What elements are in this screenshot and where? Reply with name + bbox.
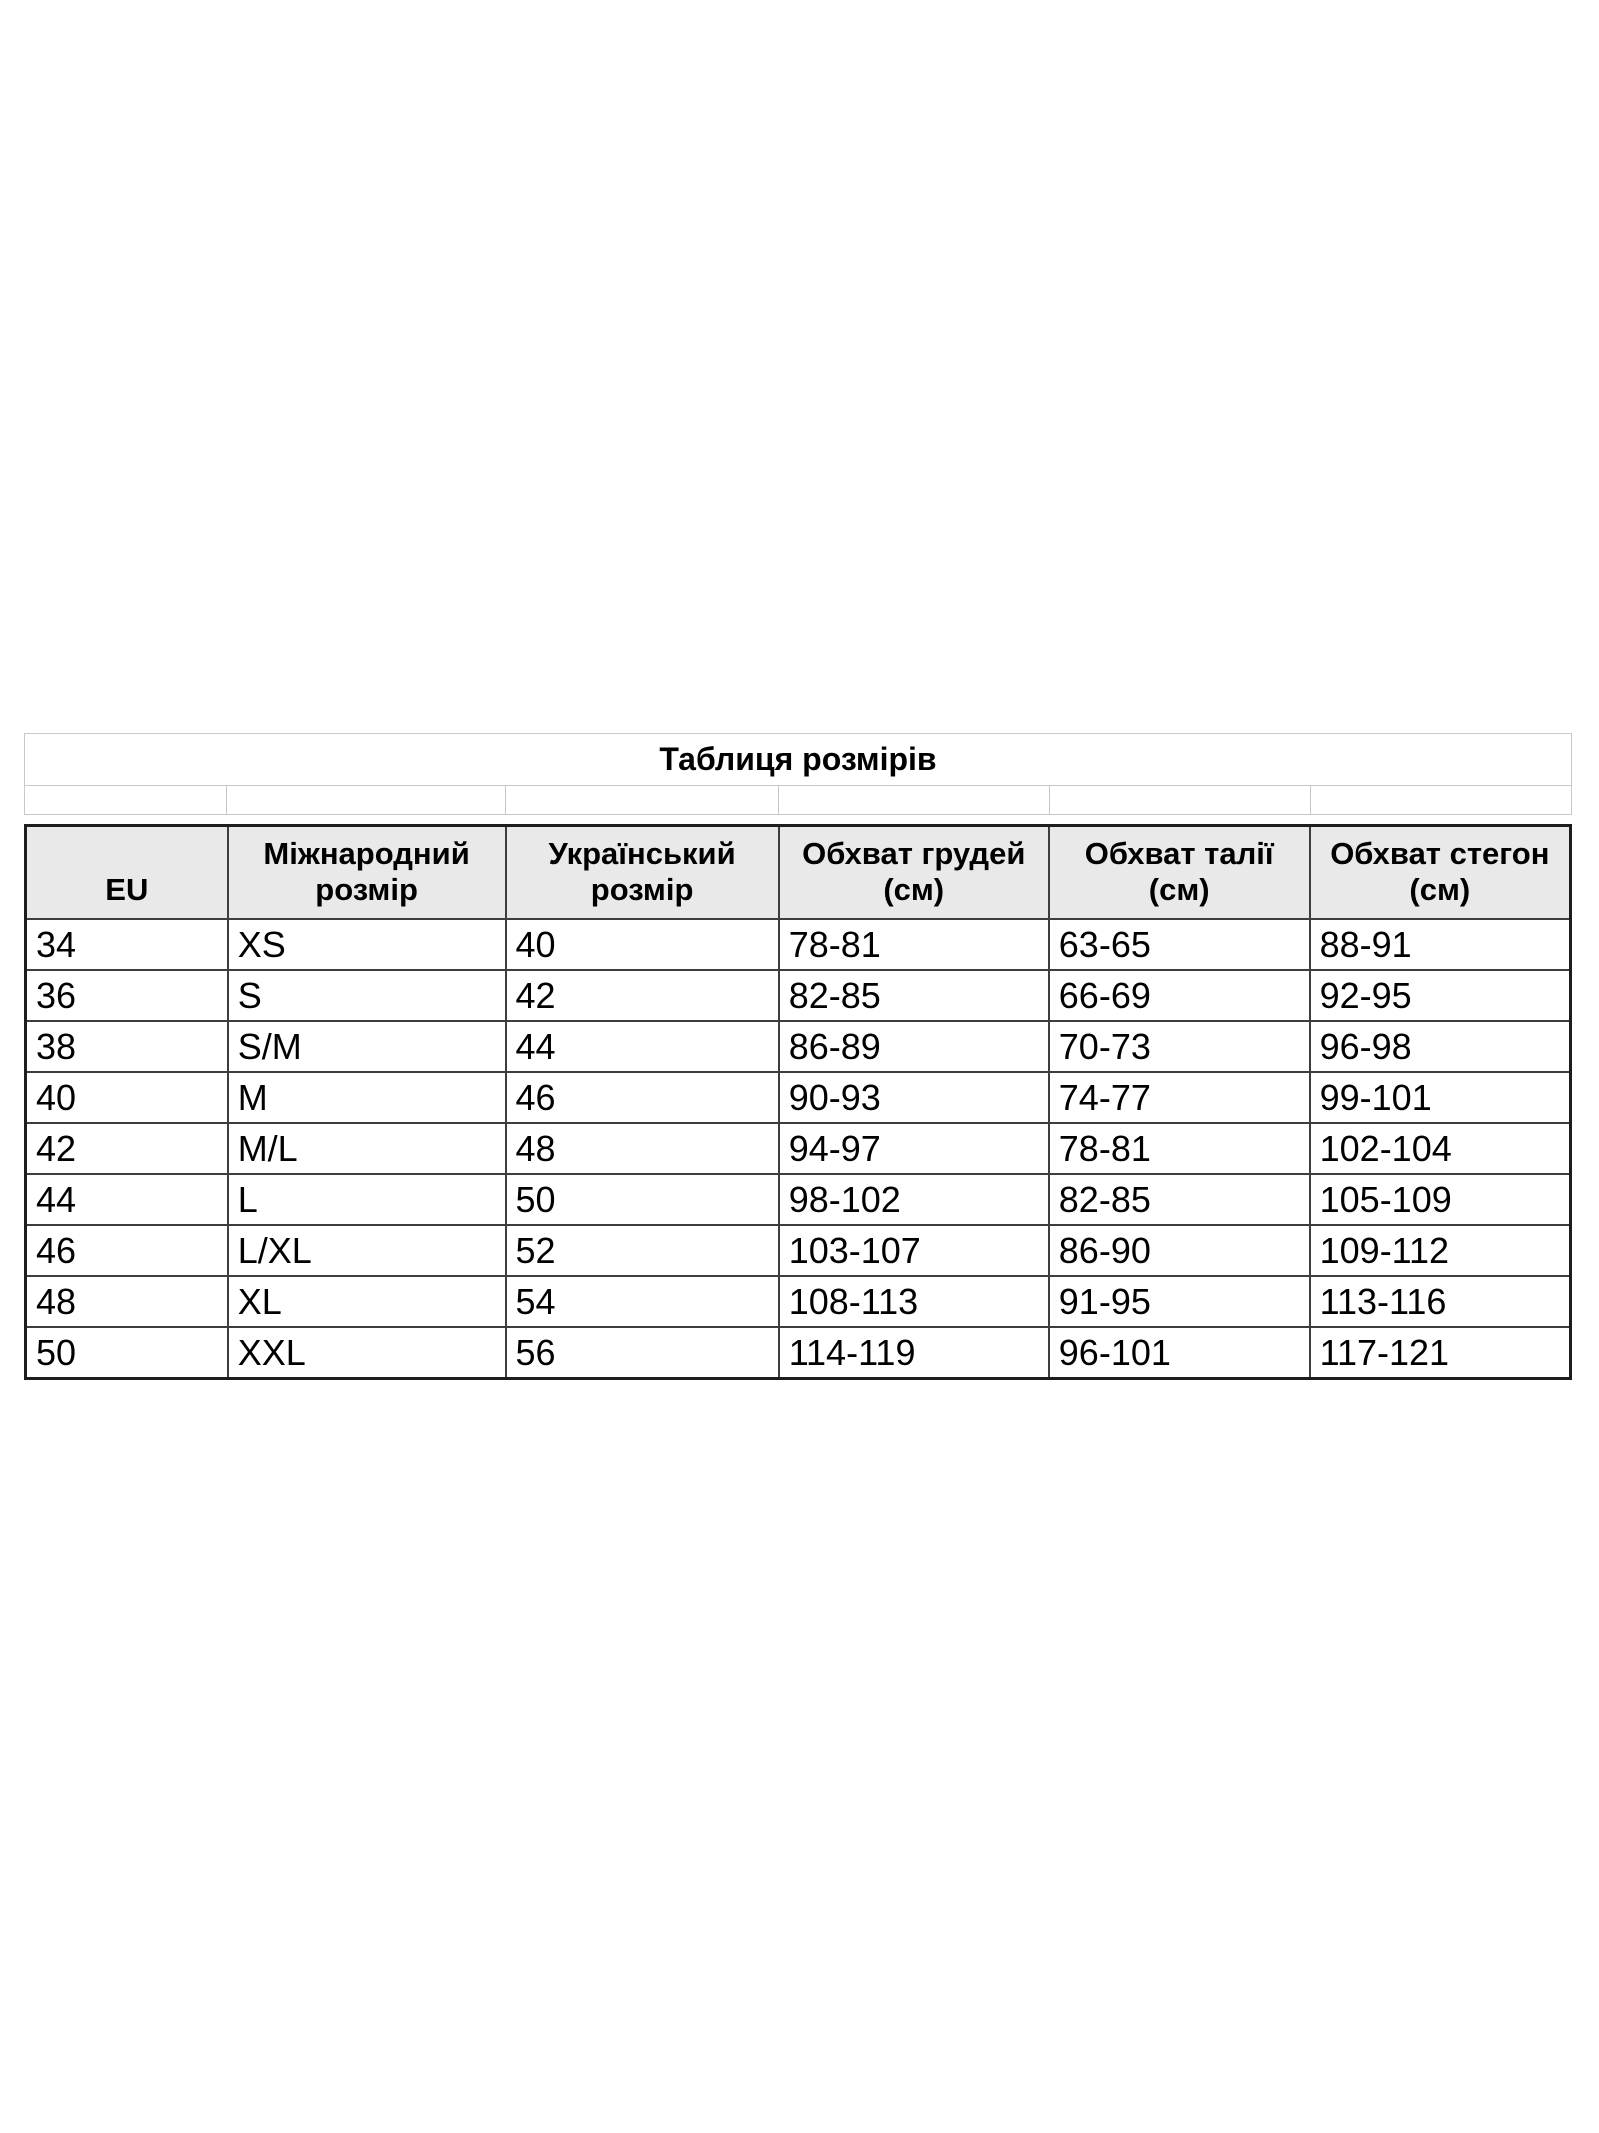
cell-international: XS (228, 919, 506, 970)
cell-chest: 94-97 (779, 1123, 1049, 1174)
cell-ukrainian: 48 (506, 1123, 779, 1174)
table-row (26, 970, 1571, 1021)
cell-international: S (228, 970, 506, 1021)
empty-cell (779, 786, 1049, 815)
table-row (26, 1123, 1571, 1174)
column-header-chest: Обхват грудей (см) (779, 826, 1049, 920)
cell-waist: 74-77 (1049, 1072, 1310, 1123)
cell-hips: 117-121 (1310, 1327, 1571, 1379)
cell-ukrainian: 40 (506, 919, 779, 970)
cell-international: L/XL (228, 1225, 506, 1276)
cell-hips: 102-104 (1310, 1123, 1571, 1174)
empty-cell (1310, 786, 1571, 815)
cell-ukrainian: 56 (506, 1327, 779, 1379)
size-chart (24, 733, 1572, 1380)
cell-chest: 114-119 (779, 1327, 1049, 1379)
cell-eu: 40 (26, 1072, 228, 1123)
cell-hips: 113-116 (1310, 1276, 1571, 1327)
cell-eu: 36 (26, 970, 228, 1021)
cell-waist: 86-90 (1049, 1225, 1310, 1276)
table-row (26, 1072, 1571, 1123)
cell-chest: 78-81 (779, 919, 1049, 970)
column-header-international-size: Міжнародний розмір (228, 826, 506, 920)
cell-ukrainian: 52 (506, 1225, 779, 1276)
cell-hips: 109-112 (1310, 1225, 1571, 1276)
table-row (26, 1174, 1571, 1225)
cell-international: S/M (228, 1021, 506, 1072)
cell-chest: 108-113 (779, 1276, 1049, 1327)
cell-ukrainian: 54 (506, 1276, 779, 1327)
empty-cell (227, 786, 505, 815)
empty-cell (1049, 786, 1310, 815)
cell-hips: 88-91 (1310, 919, 1571, 970)
size-chart-caption-table (24, 733, 1572, 815)
cell-waist: 66-69 (1049, 970, 1310, 1021)
cell-hips: 99-101 (1310, 1072, 1571, 1123)
size-table (24, 824, 1572, 1380)
cell-waist: 63-65 (1049, 919, 1310, 970)
cell-eu: 42 (26, 1123, 228, 1174)
cell-eu: 46 (26, 1225, 228, 1276)
table-row (26, 1276, 1571, 1327)
cell-eu: 48 (26, 1276, 228, 1327)
column-header-waist: Обхват талії (см) (1049, 826, 1310, 920)
cell-chest: 90-93 (779, 1072, 1049, 1123)
cell-ukrainian: 42 (506, 970, 779, 1021)
cell-ukrainian: 44 (506, 1021, 779, 1072)
empty-cell (25, 786, 227, 815)
column-header-ukrainian-size: Український розмір (506, 826, 779, 920)
cell-waist: 82-85 (1049, 1174, 1310, 1225)
table-row (26, 1021, 1571, 1072)
cell-hips: 96-98 (1310, 1021, 1571, 1072)
table-row (26, 1225, 1571, 1276)
cell-chest: 98-102 (779, 1174, 1049, 1225)
cell-international: L (228, 1174, 506, 1225)
column-header-hips: Обхват стегон (см) (1310, 826, 1571, 920)
cell-waist: 70-73 (1049, 1021, 1310, 1072)
cell-eu: 50 (26, 1327, 228, 1379)
table-row (26, 919, 1571, 970)
column-header-eu: EU (26, 826, 228, 920)
empty-cell (505, 786, 779, 815)
table-row (26, 1327, 1571, 1379)
cell-waist: 96-101 (1049, 1327, 1310, 1379)
cell-ukrainian: 50 (506, 1174, 779, 1225)
cell-international: M (228, 1072, 506, 1123)
cell-ukrainian: 46 (506, 1072, 779, 1123)
cell-hips: 105-109 (1310, 1174, 1571, 1225)
title-row (25, 734, 1572, 786)
cell-waist: 78-81 (1049, 1123, 1310, 1174)
cell-chest: 82-85 (779, 970, 1049, 1021)
cell-hips: 92-95 (1310, 970, 1571, 1021)
table-title: Таблиця розмірів (25, 734, 1572, 786)
cell-eu: 44 (26, 1174, 228, 1225)
cell-chest: 86-89 (779, 1021, 1049, 1072)
header-row (26, 826, 1571, 920)
cell-waist: 91-95 (1049, 1276, 1310, 1327)
cell-international: XL (228, 1276, 506, 1327)
cell-chest: 103-107 (779, 1225, 1049, 1276)
cell-eu: 34 (26, 919, 228, 970)
cell-international: M/L (228, 1123, 506, 1174)
empty-row (25, 786, 1572, 815)
cell-international: XXL (228, 1327, 506, 1379)
cell-eu: 38 (26, 1021, 228, 1072)
